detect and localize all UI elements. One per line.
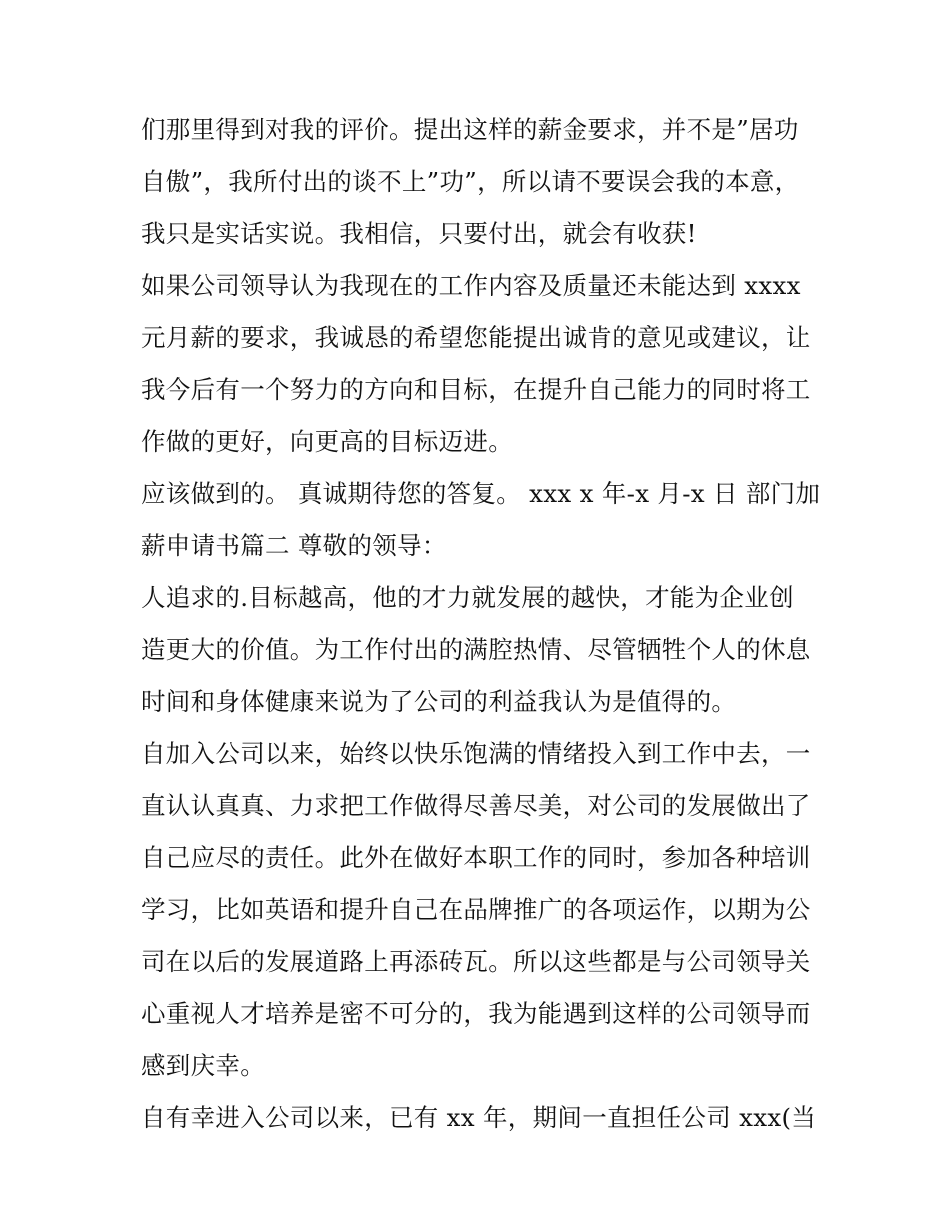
- text-line: 学习，比如英语和提升自己在品牌推广的各项运作，以期为公: [141, 895, 811, 924]
- text-line: 我今后有一个努力的方向和目标，在提升自己能力的同时将工: [141, 375, 811, 404]
- text-line: 直认认真真、力求把工作做得尽善尽美，对公司的发展做出了: [141, 791, 811, 820]
- text-line: 造更大的价值。为工作付出的满腔热情、尽管牺牲个人的休息: [141, 635, 811, 664]
- text-line: 们那里得到对我的评价。提出这样的薪金要求，并不是”居功: [141, 115, 799, 144]
- text-line: 人追求的.目标越高，他的才力就发展的越快，才能为企业创: [141, 583, 794, 612]
- text-line: 元月薪的要求，我诚恳的希望您能提出诚肯的意见或建议，让: [141, 323, 811, 352]
- text-line: 自有幸进入公司以来，已有 xx 年，期间一直担任公司 xxx(当: [141, 1103, 817, 1132]
- text-line: 如果公司领导认为我现在的工作内容及质量还未能达到 xxxx: [141, 271, 801, 300]
- text-line: 自己应尽的责任。此外在做好本职工作的同时，参加各种培训: [141, 843, 811, 872]
- text-line: 司在以后的发展道路上再添砖瓦。所以这些都是与公司领导关: [141, 947, 811, 976]
- text-line: 薪申请书篇二 尊敬的领导：: [141, 531, 447, 560]
- document-body: [141, 108, 821, 1148]
- text-line: 感到庆幸。: [141, 1051, 265, 1080]
- text-line: 自加入公司以来，始终以快乐饱满的情绪投入到工作中去，一: [141, 739, 811, 768]
- text-line: 时间和身体健康来说为了公司的利益我认为是值得的。: [141, 687, 737, 716]
- text-line: 心重视人才培养是密不可分的，我为能遇到这样的公司领导而: [141, 999, 811, 1028]
- text-line: 应该做到的。 真诚期待您的答复。 xxx x 年-x 月-x 日 部门加: [141, 479, 821, 508]
- text-line: 自傲”，我所付出的谈不上”功”，所以请不要误会我的本意，: [141, 167, 800, 196]
- text-line: 我只是实话实说。我相信，只要付出，就会有收获!: [141, 219, 697, 248]
- text-line: 作做的更好，向更高的目标迈进。: [141, 427, 513, 456]
